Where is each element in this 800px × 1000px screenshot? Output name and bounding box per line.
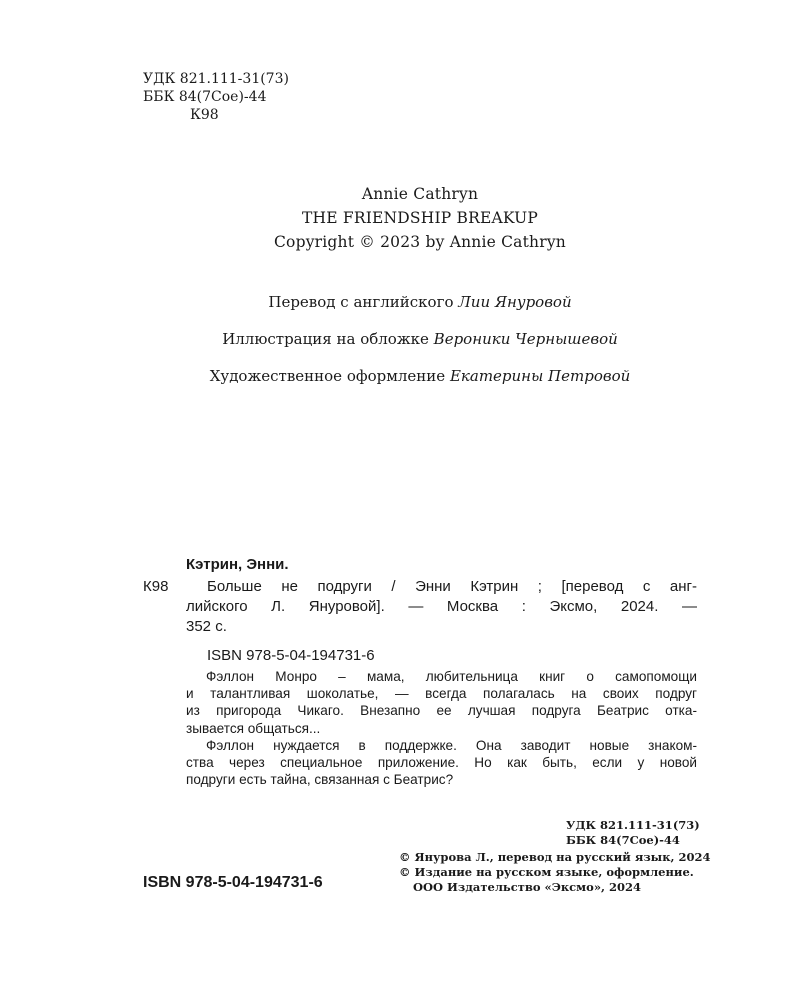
biblio-isbn: ISBN 978-5-04-194731-6 [207, 647, 375, 664]
footer-copyrights [399, 850, 711, 895]
credit-name: Вероники Чернышевой [433, 330, 618, 348]
biblio-heading: Кэтрин, Энни. [186, 556, 289, 573]
annotation [186, 668, 697, 788]
biblio-mark: К98 [143, 578, 169, 595]
original-author: Annie Cathryn [361, 185, 479, 203]
original-title: THE FRIENDSHIP BREAKUP [301, 209, 539, 227]
original-edition [0, 182, 800, 254]
annotation-line: Фэллон нуждается в поддержке. Она заводит новые знаком- [206, 737, 697, 753]
credit-illustrator [0, 329, 800, 349]
original-copyright: Copyright © 2023 by Annie Cathryn [274, 233, 566, 251]
annotation-line: ства через специальное приложение. Но как быть, если у новой [186, 755, 697, 771]
annotation-line: Фэллон Монро – мама, любительница книг о самопомощи [206, 669, 697, 684]
bbk-code-bottom: ББК 84(7Сое)-44 [566, 833, 680, 847]
bbk-code: ББК 84(7Сое)-44 [143, 89, 267, 105]
footer-isbn: ISBN 978-5-04-194731-6 [143, 874, 323, 891]
credit-label: Художественное оформление [209, 367, 446, 385]
annotation-line: из пригорода Чикаго. Внезапно ее лучшая подруга Беатрис отка- [186, 703, 697, 719]
classification-codes [143, 70, 289, 124]
copyright-edition: © Издание на русском языке, оформление. [399, 865, 694, 879]
annotation-line: зывается общаться... [186, 720, 321, 736]
udk-code-bottom: УДК 821.111-31(73) [566, 818, 700, 832]
credit-translator [0, 292, 800, 312]
credit-name: Лии Януровой [458, 293, 572, 311]
credit-label: Перевод с английского [268, 293, 454, 311]
udk-code: УДК 821.111-31(73) [143, 71, 289, 87]
copyright-translation: © Януровa Л., перевод на русский язык, 2024 [399, 850, 711, 864]
credit-designer [0, 366, 800, 386]
annotation-line: подруги есть тайна, связанная с Беатрис? [186, 772, 454, 788]
classification-codes-bottom [566, 818, 700, 848]
credit-label: Иллюстрация на обложке [222, 330, 429, 348]
biblio-line-2: лийского Л. Януровой]. — Москва : Эксмо, 2024. — [186, 598, 697, 615]
copyright-publisher: ООО Издательство «Эксмо», 2024 [413, 880, 642, 894]
author-mark: К98 [190, 107, 219, 123]
annotation-line: и талантливая шоколатье, — всегда полагалась на своих подруг [186, 686, 697, 702]
biblio-line-3: 352 с. [186, 618, 227, 635]
credit-name: Екатерины Петровой [449, 367, 631, 385]
biblio-line-1: Больше не подруги / Энни Кэтрин ; [перевод с анг- [207, 578, 697, 595]
